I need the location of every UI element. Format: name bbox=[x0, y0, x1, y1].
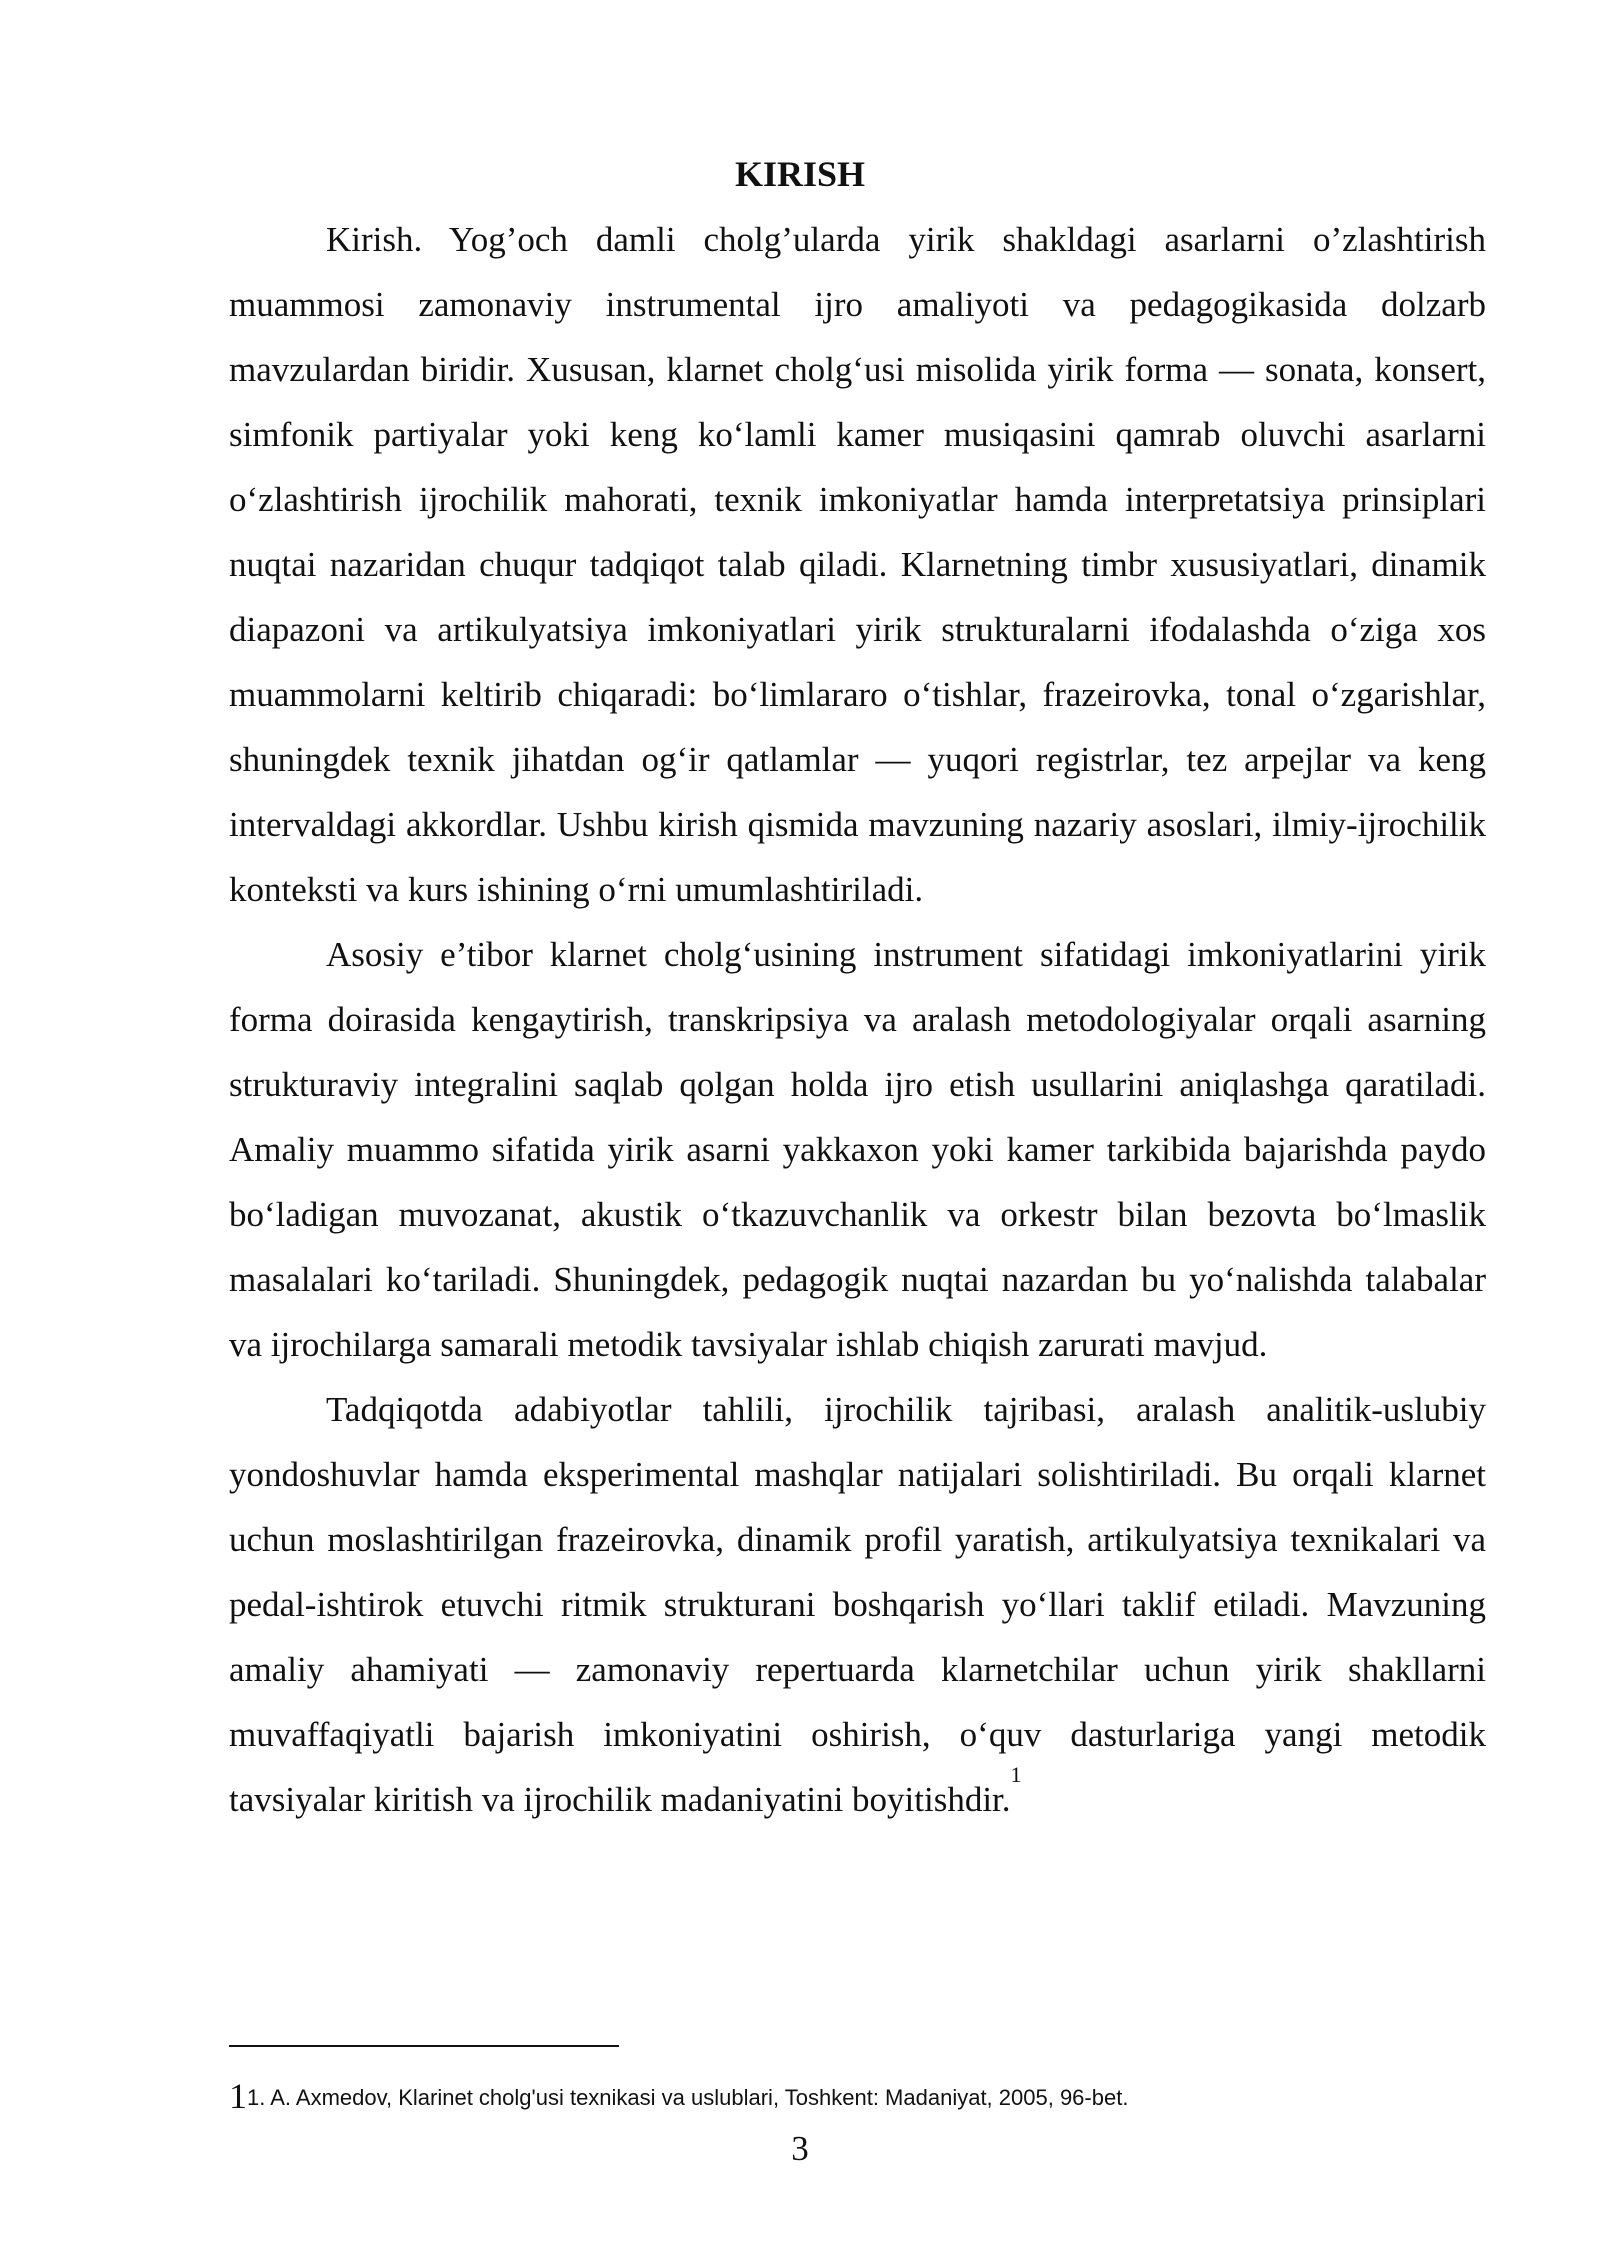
page-title: KIRISH bbox=[734, 154, 866, 194]
paragraph-3-text: Tadqiqotda adabiyotlar tahlili, ijrochilik tajribasi, aralash analitik-uslubiy yondoshuvlar hamda eksperimental mashqlar natijalari solishtiriladi. Bu orqali klarnet uchun moslashtirilgan frazeirovka, dinamik profil yaratish, artikulyatsiya texnikalari va pedal-ishtirok etuvchi ritmik strukturani boshqarish yo‘llari taklif etiladi. Mavzuning amaliy ahamiyati — zamonaviy repertuarda klarnetchilar uchun yirik shakllarni muvaffaqiyatli bajarish imkoniyatini oshirish, o‘quv dasturlariga yangi metodik tavsiyalar kiritish va ijrochilik madaniyatini boyitishdir. bbox=[229, 1390, 1486, 1819]
footnote-divider bbox=[229, 2045, 619, 2047]
paragraph-2 bbox=[229, 922, 1486, 1377]
footnote-marker: 1 bbox=[229, 2076, 247, 2116]
body-text bbox=[229, 207, 1486, 1832]
page-number: 3 bbox=[791, 2129, 809, 2168]
footnote-reference[interactable]: 1 bbox=[1010, 1762, 1022, 1788]
footnote bbox=[229, 2078, 1529, 2116]
paragraph-1 bbox=[229, 207, 1486, 922]
paragraph-2-text: Asosiy e’tibor klarnet cholg‘usining instrument sifatidagi imkoniyatlarini yirik forma doirasida kengaytirish, transkripsiya va aralash metodologiyalar orqali asarning strukturaviy integralini saqlab qolgan holda ijro etish usullarini aniqlashga qaratiladi. Amaliy muammo sifatida yirik asarni yakkaxon yoki kamer tarkibida bajarishda paydo bo‘ladigan muvozanat, akustik o‘tkazuvchanlik va orkestr bilan bezovta bo‘lmaslik masalalari ko‘tariladi. Shuningdek, pedagogik nuqtai nazardan bu yo‘nalishda talabalar va ijrochilarga samarali metodik tavsiyalar ishlab chiqish zarurati mavjud. bbox=[229, 935, 1486, 1364]
paragraph-3 bbox=[229, 1377, 1486, 1832]
footnote-text: 1. A. Axmedov, Klarinet cholg'usi texnikasi va uslublari, Toshkent: Madaniyat, 2005, 96-bet. bbox=[247, 2085, 1129, 2110]
paragraph-1-text: Kirish. Yog’och damli cholg’ularda yirik shakldagi asarlarni o’zlashtirish muammosi zamonaviy instrumental ijro amaliyoti va pedagogikasida dolzarb mavzulardan biridir. Xususan, klarnet cholg‘usi misolida yirik forma — sonata, konsert, simfonik partiyalar yoki keng ko‘lamli kamer musiqasini qamrab oluvchi asarlarni o‘zlashtirish ijrochilik mahorati, texnik imkoniyatlar hamda interpretatsiya prinsiplari nuqtai nazaridan chuqur tadqiqot talab qiladi. Klarnetning timbr xususiyatlari, dinamik diapazoni va artikulyatsiya imkoniyatlari yirik strukturalarni ifodalashda o‘ziga xos muammolarni keltirib chiqaradi: bo‘limlararo o‘tishlar, frazeirovka, tonal o‘zgarishlar, shuningdek texnik jihatdan og‘ir qatlamlar — yuqori registrlar, tez arpejlar va keng intervaldagi akkordlar. Ushbu kirish qismida mavzuning nazariy asoslari, ilmiy-ijrochilik konteksti va kurs ishining o‘rni umumlashtiriladi. bbox=[229, 220, 1486, 909]
